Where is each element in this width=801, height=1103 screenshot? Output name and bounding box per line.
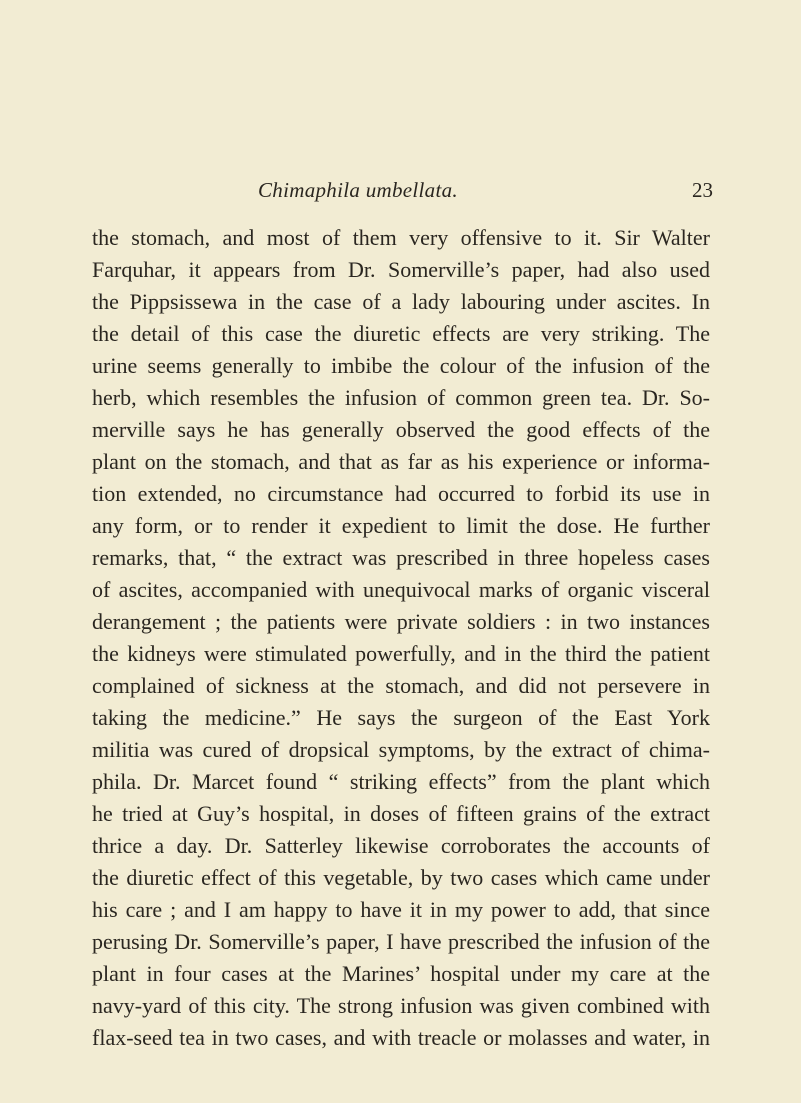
text-line: the detail of this case the diuretic effects are very striking. The [92, 321, 710, 346]
text-line: complained of sickness at the stomach, and did not persevere in [92, 673, 710, 698]
text-line: militia was cured of dropsical symptoms, by the extract of chima- [92, 737, 710, 762]
text-line: any form, or to render it expedient to limit the dose. He further [92, 513, 710, 538]
text-line: plant on the stomach, and that as far as his experience or informa- [92, 449, 710, 474]
text-line: urine seems generally to imbibe the colour of the infusion of the [92, 353, 710, 378]
text-line: phila. Dr. Marcet found “ striking effects” from the plant which [92, 769, 710, 794]
text-line: flax-seed tea in two cases, and with treacle or molasses and water, in [92, 1025, 710, 1050]
text-line: merville says he has generally observed the good effects of the [92, 417, 710, 442]
text-line: the diuretic effect of this vegetable, by two cases which came under [92, 865, 710, 890]
text-line: thrice a day. Dr. Satterley likewise corroborates the accounts of [92, 833, 710, 858]
text-line: he tried at Guy’s hospital, in doses of fifteen grains of the extract [92, 801, 710, 826]
text-line: derangement ; the patients were private soldiers : in two instances [92, 609, 710, 634]
text-line: remarks, that, “ the extract was prescribed in three hopeless cases [92, 545, 710, 570]
text-line: his care ; and I am happy to have it in my power to add, that since [92, 897, 710, 922]
text-line: navy-yard of this city. The strong infusion was given combined with [92, 993, 710, 1018]
text-line: the kidneys were stimulated powerfully, and in the third the patient [92, 641, 710, 666]
text-line: the stomach, and most of them very offensive to it. Sir Walter [92, 225, 710, 250]
text-line: plant in four cases at the Marines’ hospital under my care at the [92, 961, 710, 986]
page-number: 23 [692, 178, 713, 202]
text-line: perusing Dr. Somerville’s paper, I have prescribed the infusion of the [92, 929, 710, 954]
running-title: Chimaphila umbellata. [258, 178, 458, 202]
text-line: taking the medicine.” He says the surgeon of the East York [92, 705, 710, 730]
text-line: the Pippsissewa in the case of a lady labouring under ascites. In [92, 289, 710, 314]
running-header [0, 178, 801, 208]
text-line: of ascites, accompanied with unequivocal marks of organic visceral [92, 577, 710, 602]
text-line: tion extended, no circumstance had occurred to forbid its use in [92, 481, 710, 506]
text-line: Farquhar, it appears from Dr. Somerville’s paper, had also used [92, 257, 710, 282]
text-line: herb, which resembles the infusion of common green tea. Dr. So- [92, 385, 710, 410]
